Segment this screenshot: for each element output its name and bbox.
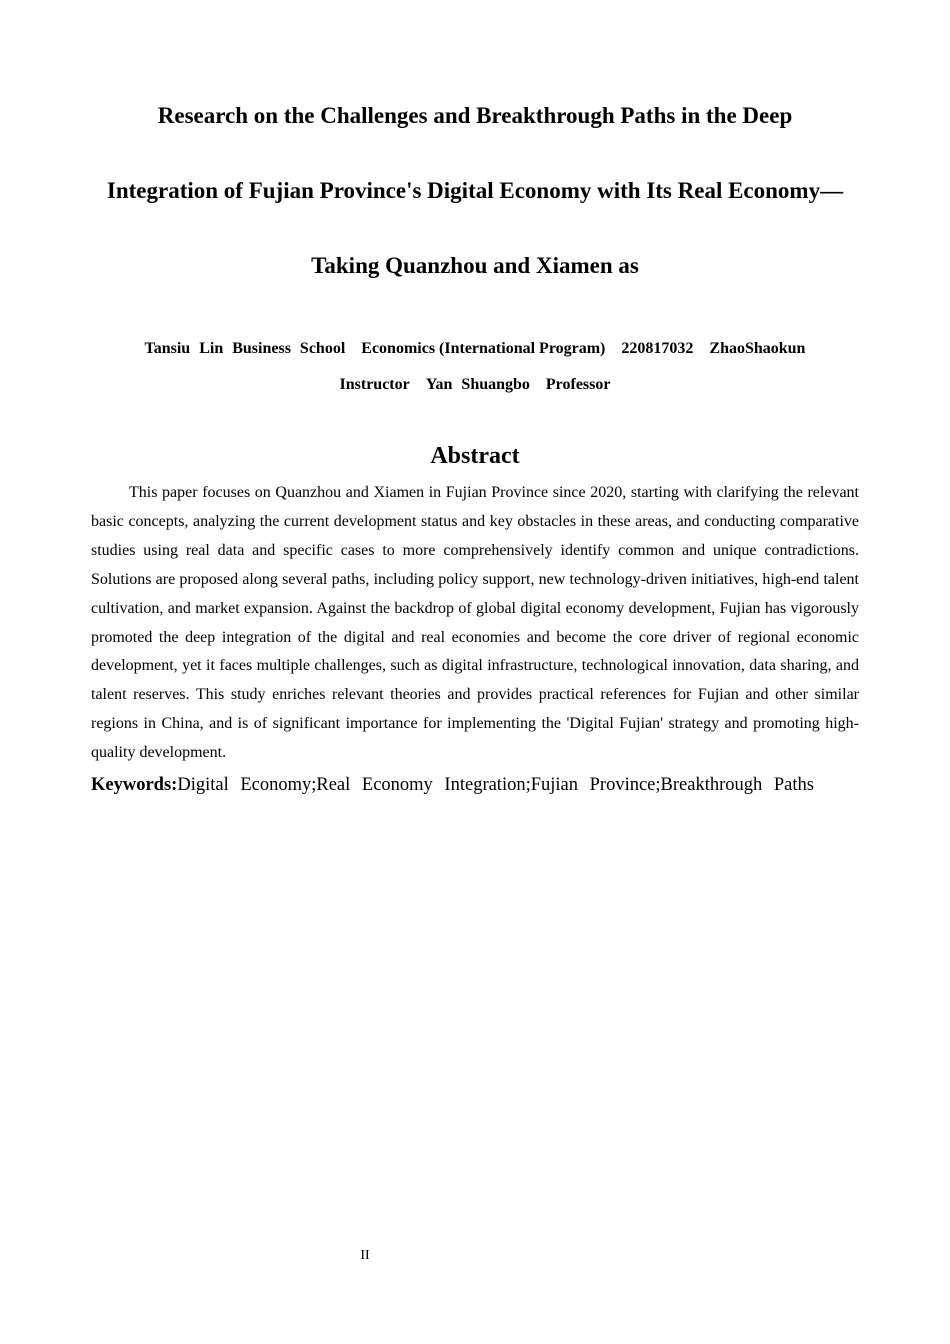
keywords-label: Keywords: bbox=[91, 775, 178, 795]
instructor-label: Instructor bbox=[339, 376, 410, 393]
keywords-line bbox=[91, 771, 891, 799]
title-line-1: Research on the Challenges and Breakthrough Paths in the Deep bbox=[157, 103, 793, 128]
instructor-name: Yan Shuangbo bbox=[425, 376, 530, 393]
author-name: ZhaoShaokun bbox=[709, 340, 806, 357]
author-school: Tansiu Lin Business School bbox=[144, 340, 346, 357]
abstract-heading: Abstract bbox=[430, 443, 520, 469]
keywords-text: Digital Economy;Real Economy Integration;Fujian Province;Breakthrough Paths bbox=[177, 775, 814, 795]
title-line-3: Taking Quanzhou and Xiamen as bbox=[311, 253, 639, 278]
abstract-body: This paper focuses on Quanzhou and Xiamen in Fujian Province since 2020, starting with clarifying the relevant basic concepts, analyzing the current development status and key obstacles in these areas, and conducting comparative studies using real data and specific cases to more comprehensively identify common and unique contradictions. Solutions are proposed along several paths, including policy support, new technology-driven initiatives, high-end talent cultivation, and market expansion. Against the backdrop of global digital economy development, Fujian has vigorously promoted the deep integration of the digital and real economies and become the core driver of regional economic development, yet it faces multiple challenges, such as digital infrastructure, technological innovation, data sharing, and talent reserves. This study enriches relevant theories and provides practical references for Fujian and other similar regions in China, and is of significant importance for implementing the 'Digital Fujian' strategy and promoting high-quality development. bbox=[91, 484, 859, 762]
author-major: Economics (International Program) bbox=[361, 340, 606, 357]
author-info-line bbox=[60, 338, 890, 360]
title-line-2: Integration of Fujian Province's Digital Economy with Its Real Economy— bbox=[106, 178, 844, 203]
page-number: II bbox=[360, 1248, 370, 1263]
author-student-id: 220817032 bbox=[621, 340, 694, 357]
instructor-title: Professor bbox=[545, 376, 611, 393]
instructor-line bbox=[60, 374, 890, 396]
